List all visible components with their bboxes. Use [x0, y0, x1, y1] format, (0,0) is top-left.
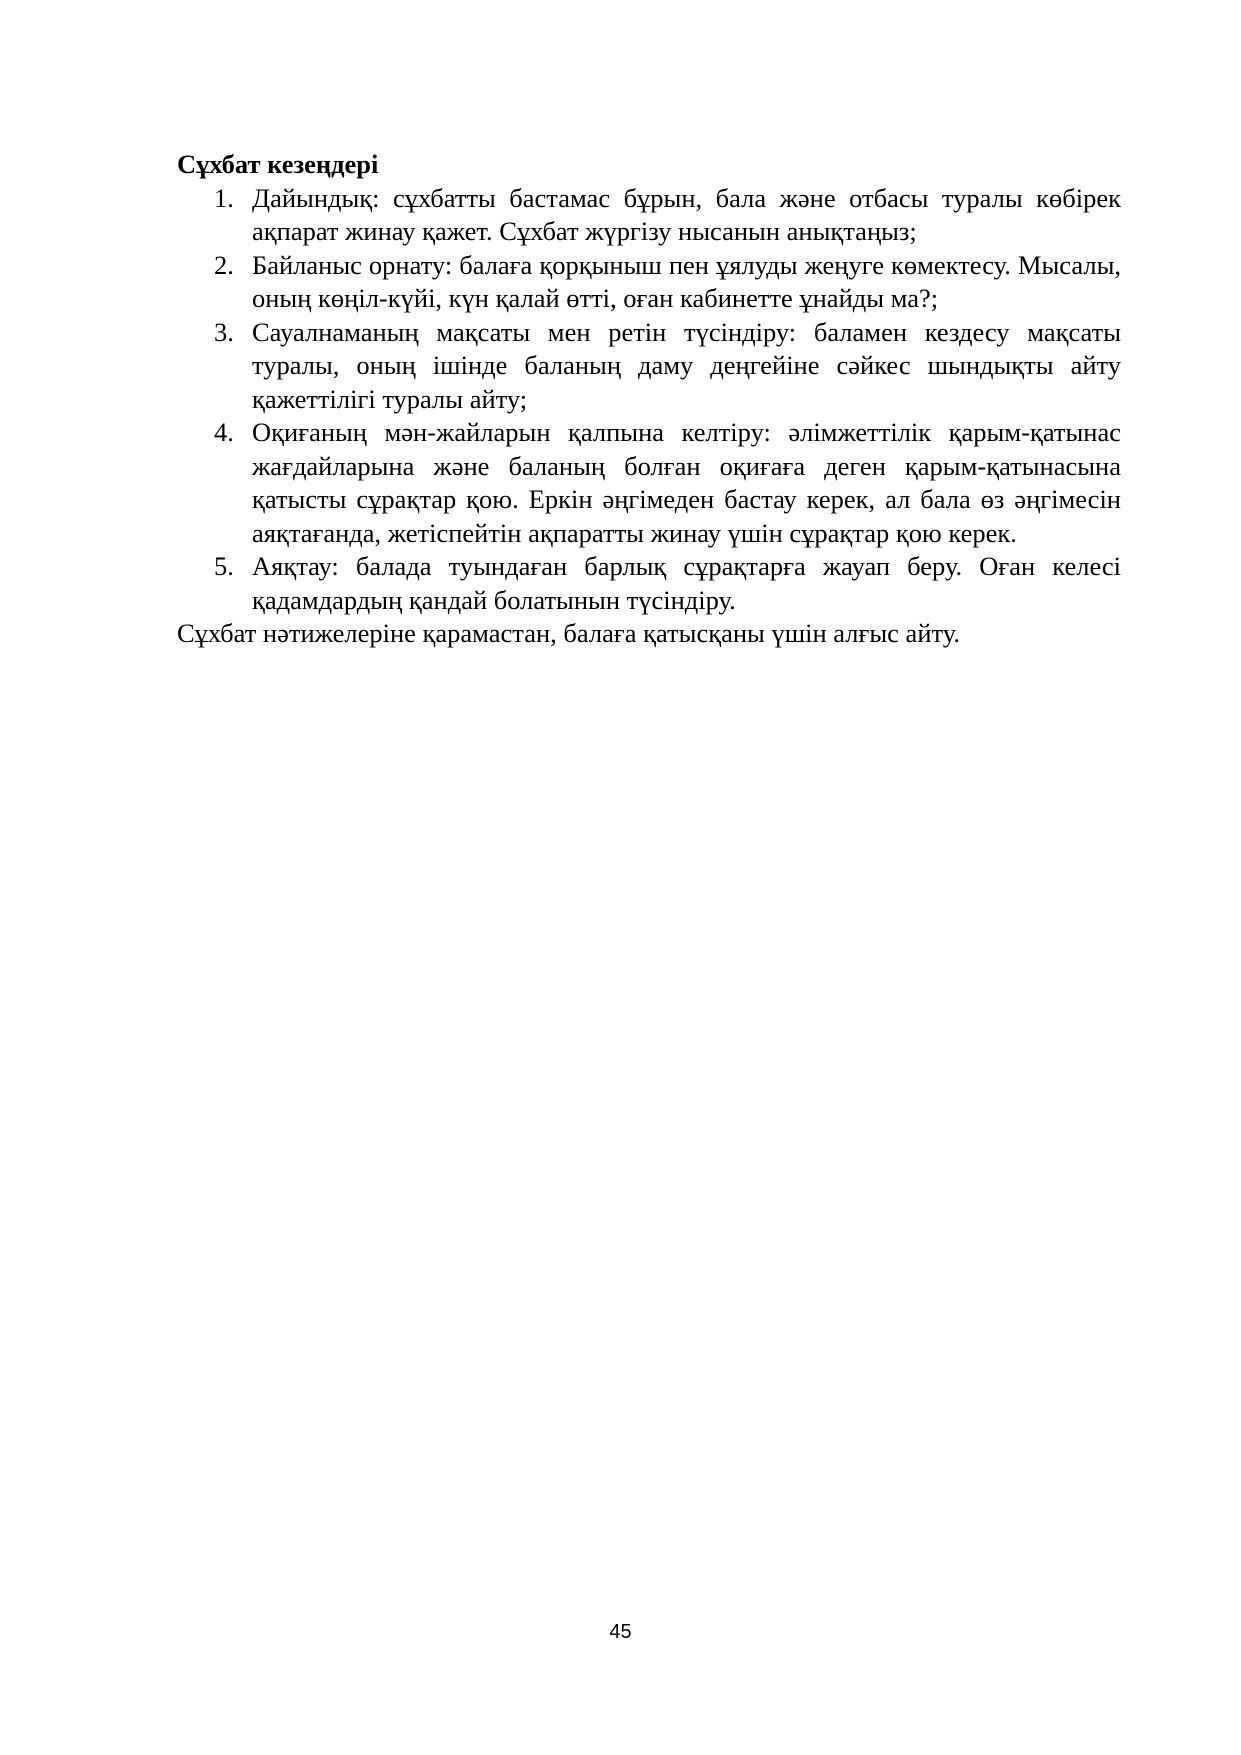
page-content: [177, 148, 1121, 651]
list-item: [177, 550, 1121, 617]
list-item: [177, 249, 1121, 316]
list-item-number: 5.: [214, 551, 234, 581]
list-item-text: Байланыс орнату: балаға қорқыныш пен ұялуды жеңуге көмектесу. Мысалы, оның көңіл-күйі, күн қалай өтті, оған кабинетте ұнайды ма?;: [252, 249, 1121, 313]
section-heading: Сұхбат кезеңдері: [177, 149, 379, 179]
list-item-number: 3.: [214, 316, 234, 347]
stages-list: [177, 182, 1121, 618]
list-item-text: Аяқтау: балада туындаған барлық сұрақтарға жауап беру. Оған келесі қадамдардың қандай болатынын түсіндіру.: [252, 551, 1121, 615]
list-item-text: Сауалнаманың мақсаты мен ретін түсіндіру: баламен кездесу мақсаты туралы, оның ішінде баланың даму деңгейіне сәйкес шындықты айту қажеттілігі туралы айту;: [252, 316, 1121, 414]
page-number: 45: [609, 1621, 632, 1643]
list-item: [177, 416, 1121, 550]
list-item-text: Дайындық: сұхбатты бастамас бұрын, бала және отбасы туралы көбірек ақпарат жинау қажет. Сұхбат жүргізу нысанын анықтаңыз;: [252, 182, 1121, 246]
list-item: [177, 182, 1121, 249]
list-item-text: Оқиғаның мән-жайларын қалпына келтіру: әлімжеттілік қарым-қатынас жағдайларына және баланың болған оқиғаға деген қарым-қатынасына қатысты сұрақтар қою. Еркін әңгімеден бастау керек, ал бала өз әңгімесін аяқтағанда, жетіспейтін ақпаратты жинау үшін сұрақтар қою керек.: [252, 417, 1121, 548]
list-item: [177, 316, 1121, 417]
list-item-number: 1.: [214, 182, 234, 213]
list-item-number: 2.: [214, 249, 234, 280]
list-item-number: 4.: [214, 417, 234, 447]
closing-paragraph: Сұхбат нәтижелеріне қарамастан, балаға қатысқаны үшін алғыс айту.: [177, 618, 960, 648]
